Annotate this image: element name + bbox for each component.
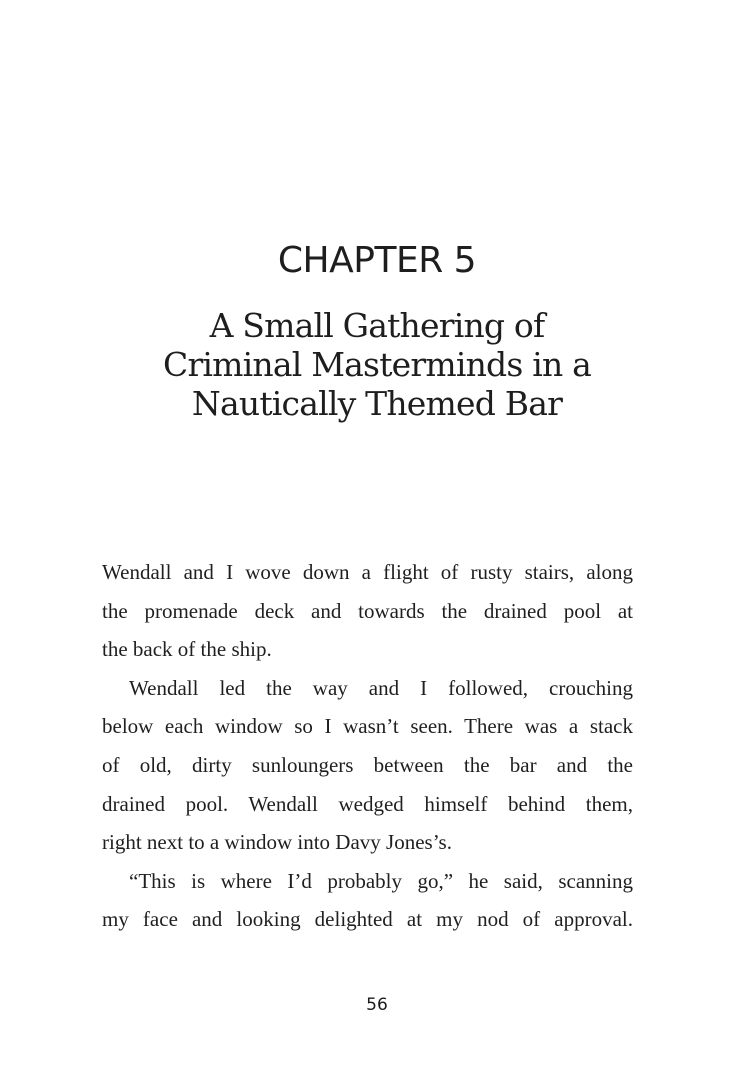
text-line: of old, dirty sunloungers between the bar and the <box>102 752 633 777</box>
paragraph <box>102 669 633 862</box>
text-line: Wendall led the way and I followed, crouching <box>129 675 633 700</box>
chapter-title-line: Criminal Masterminds in a <box>163 345 591 384</box>
page-number: 56 <box>366 995 388 1015</box>
chapter-title <box>0 306 754 423</box>
paragraph <box>102 862 633 939</box>
text-line: my face and looking delighted at my nod of approval. <box>102 907 633 932</box>
text-line: “This is where I’d probably go,” he said, scanning <box>129 868 633 893</box>
paragraph <box>102 553 633 669</box>
text-line: right next to a window into Davy Jones’s. <box>102 830 452 855</box>
body-text <box>102 553 633 939</box>
chapter-number: CHAPTER 5 <box>277 240 477 281</box>
chapter-title-line: A Small Gathering of <box>209 306 545 345</box>
text-line: below each window so I wasn’t seen. There was a stack <box>102 714 633 739</box>
text-line: the back of the ship. <box>102 637 272 662</box>
text-line: Wendall and I wove down a flight of rusty stairs, along <box>102 560 633 584</box>
chapter-title-line: Nautically Themed Bar <box>191 384 563 423</box>
text-line: the promenade deck and towards the drained pool at <box>102 598 633 623</box>
text-line: drained pool. Wendall wedged himself behind them, <box>102 791 633 816</box>
